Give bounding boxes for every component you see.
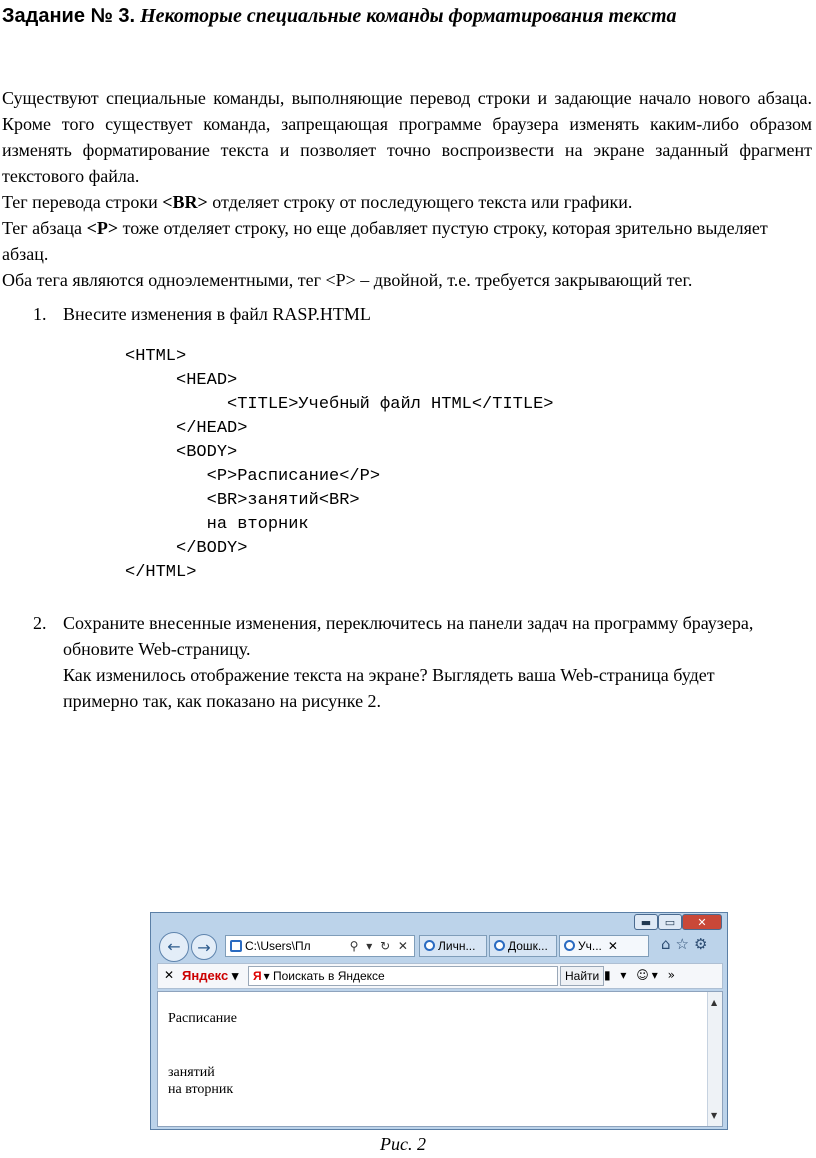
yandex-logo-text: Яндекс — [182, 968, 229, 983]
yandex-logo[interactable] — [182, 968, 238, 984]
tab-2[interactable] — [489, 935, 557, 957]
br-paragraph — [2, 189, 812, 215]
ie-icon — [230, 940, 242, 952]
tab-3-label: Уч... — [578, 939, 602, 953]
intro-text — [2, 85, 812, 293]
step-1 — [33, 301, 793, 327]
yandex-dropdown-icon: ▾ — [231, 968, 239, 983]
step-2-text: Сохраните внесенные изменения, переключитесь на панели задач на программу браузера, обновите Web-страницу. — [63, 613, 754, 659]
p-text-post: тоже отделяет строку, но еще добавляет пустую строку, которая зрительно выделяет абзац. — [2, 218, 768, 264]
step-1-number: 1. — [33, 304, 47, 324]
tags-note: Оба тега являются одноэлементными, тег <P> – двойной, т.е. требуется закрывающий тег. — [2, 270, 693, 290]
yandex-y-icon: Я — [253, 969, 262, 983]
tab-close-icon[interactable]: ✕ — [607, 939, 618, 953]
intro-paragraph: Существуют специальные команды, выполняющие перевод строки и задающие начало нового абзаца. Кроме того существует команда, запрещающая программе браузера изменять каким-либо образом изменять форматирование текста и позволяет точно воспроизвести на экране заданный фрагмент текстового файла. — [2, 88, 812, 186]
browser-tools[interactable]: ⌂☆⚙ — [661, 935, 713, 953]
tab-1-label: Личн... — [438, 939, 476, 953]
yandex-toolbar — [157, 963, 723, 989]
content-line-1: Расписание — [168, 1011, 237, 1026]
br-tag: <BR> — [162, 192, 208, 212]
toolbar-extras[interactable]: ▮ ▾ ☺▾ » — [604, 968, 678, 982]
back-button[interactable]: ← — [159, 932, 189, 962]
br-text-post: отделяет строку от последующего текста или графики. — [207, 192, 633, 212]
code-listing: <HTML> <HEAD> <TITLE>Учебный файл HTML</TITLE> </HEAD> <BODY> <P>Расписание</P> <BR>занятий<BR> на вторник </BODY> </HTML> — [125, 347, 554, 582]
content-line-3: на вторник — [168, 1082, 234, 1097]
p-tag: <P> — [86, 218, 119, 238]
step-2-number: 2. — [33, 613, 47, 633]
address-text: C:\Users\Пл — [245, 939, 311, 953]
scroll-down-icon[interactable]: ▼ — [711, 1111, 718, 1120]
scroll-up-icon[interactable]: ▲ — [711, 998, 718, 1007]
toolbar-close-icon[interactable]: ✕ — [164, 968, 175, 982]
yandex-search-input[interactable] — [248, 966, 558, 986]
ie-icon — [564, 940, 575, 951]
find-button[interactable]: Найти — [560, 966, 604, 986]
br-text-pre: Тег перевода строки — [2, 192, 163, 212]
content-line-2: занятий — [168, 1065, 215, 1080]
tab-2-label: Дошк... — [508, 939, 548, 953]
task-title — [2, 2, 802, 30]
ie-icon — [494, 940, 505, 951]
maximize-button[interactable]: ▭ — [658, 914, 682, 930]
figure-caption: Рис. 2 — [380, 1134, 426, 1154]
address-bar[interactable] — [225, 935, 415, 957]
page-content — [157, 991, 723, 1127]
search-placeholder: ▾ Поискать в Яндексе — [263, 969, 385, 983]
task-number: Задание № 3. — [2, 5, 136, 27]
close-window-button[interactable]: ✕ — [682, 914, 722, 930]
address-tools[interactable]: ⚲ ▾ ↻ ✕ — [349, 939, 410, 953]
step-2-question: Как изменилось отображение текста на экране? Выглядеть ваша Web-страница будет примерно так, как показано на рисунке 2. — [63, 665, 715, 711]
ie-icon — [424, 940, 435, 951]
p-paragraph — [2, 215, 812, 267]
task-subtitle: Некоторые специальные команды форматирования текста — [140, 5, 677, 27]
step-2 — [33, 610, 793, 714]
step-1-text: Внесите изменения в файл RASP.HTML — [63, 304, 371, 324]
browser-window — [150, 912, 728, 1130]
tab-1[interactable] — [419, 935, 487, 957]
vertical-scrollbar[interactable] — [707, 992, 722, 1126]
forward-button[interactable]: → — [191, 934, 217, 960]
minimize-button[interactable]: ▬ — [634, 914, 658, 930]
p-text-pre: Тег абзаца — [2, 218, 87, 238]
tab-3[interactable] — [559, 935, 649, 957]
